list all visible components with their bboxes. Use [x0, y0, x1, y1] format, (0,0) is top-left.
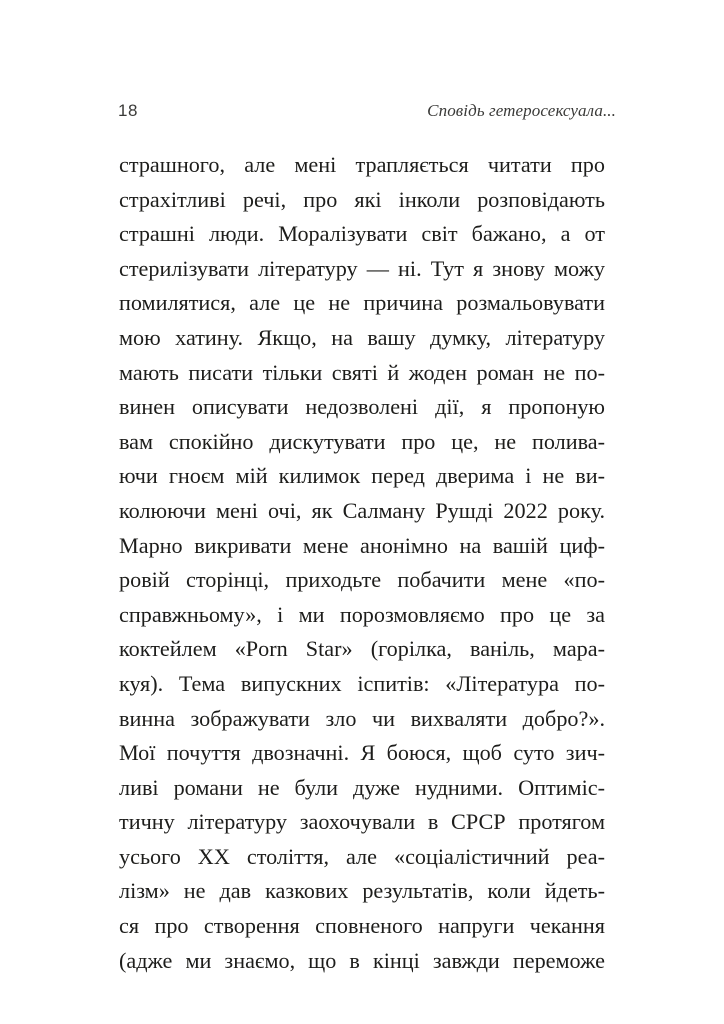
text-line: ливі романи не були дуже нудними. Оптиміс-	[119, 774, 605, 800]
text-line: страхітливі речі, про які інколи розповідають	[119, 186, 605, 212]
text-line: коктейлем «Porn Star» (горілка, ваніль, мара-	[119, 636, 605, 662]
text-line: ся про створення сповненого напруги чекання	[119, 913, 605, 939]
text-line: тичну літературу заохочували в СРСР протягом	[119, 809, 605, 835]
text-line: куя). Тема випускних іспитів: «Література по-	[119, 670, 605, 696]
text-line: мою хатину. Якщо, на вашу думку, літературу	[119, 324, 605, 350]
text-line: Марно викривати мене анонімно на вашій циф-	[119, 532, 605, 558]
text-line: (адже ми знаємо, що в кінці завжди переможе	[119, 947, 605, 973]
text-line: ровій сторінці, приходьте побачити мене «по-	[119, 567, 605, 593]
text-line: вам спокійно дискутувати про це, не полива-	[119, 428, 605, 454]
text-line: Мої почуття двозначні. Я боюся, щоб суто зич-	[119, 740, 605, 766]
text-line: винна зображувати зло чи вихваляти добро?».	[119, 705, 605, 731]
text-line: страшного, але мені трапляється читати про	[119, 152, 605, 177]
running-head	[118, 101, 616, 125]
text-line: помилятися, але це не причина розмальовувати	[119, 290, 605, 316]
text-line: лізм» не дав казкових результатів, коли йдеть-	[119, 878, 605, 904]
text-line: справжньому», і ми порозмовляємо про це за	[119, 601, 605, 627]
page-number: 18	[118, 101, 138, 120]
text-line: ючи гноєм мій килимок перед дверима і не ви-	[119, 463, 605, 489]
text-line: мають писати тільки святі й жоден роман не по-	[119, 359, 605, 385]
body-text	[119, 148, 605, 978]
text-line: усього XX століття, але «соціалістичний реа-	[119, 843, 605, 869]
text-line: стерилізувати літературу — ні. Тут я знову можу	[119, 255, 605, 281]
running-title: Сповідь гетеросексуала...	[427, 101, 616, 120]
text-line: винен описувати недозволені дії, я пропоную	[119, 394, 605, 420]
text-line: колюючи мені очі, як Салману Рушді 2022 року.	[119, 497, 605, 523]
text-line: страшні люди. Моралізувати світ бажано, а от	[119, 221, 605, 247]
